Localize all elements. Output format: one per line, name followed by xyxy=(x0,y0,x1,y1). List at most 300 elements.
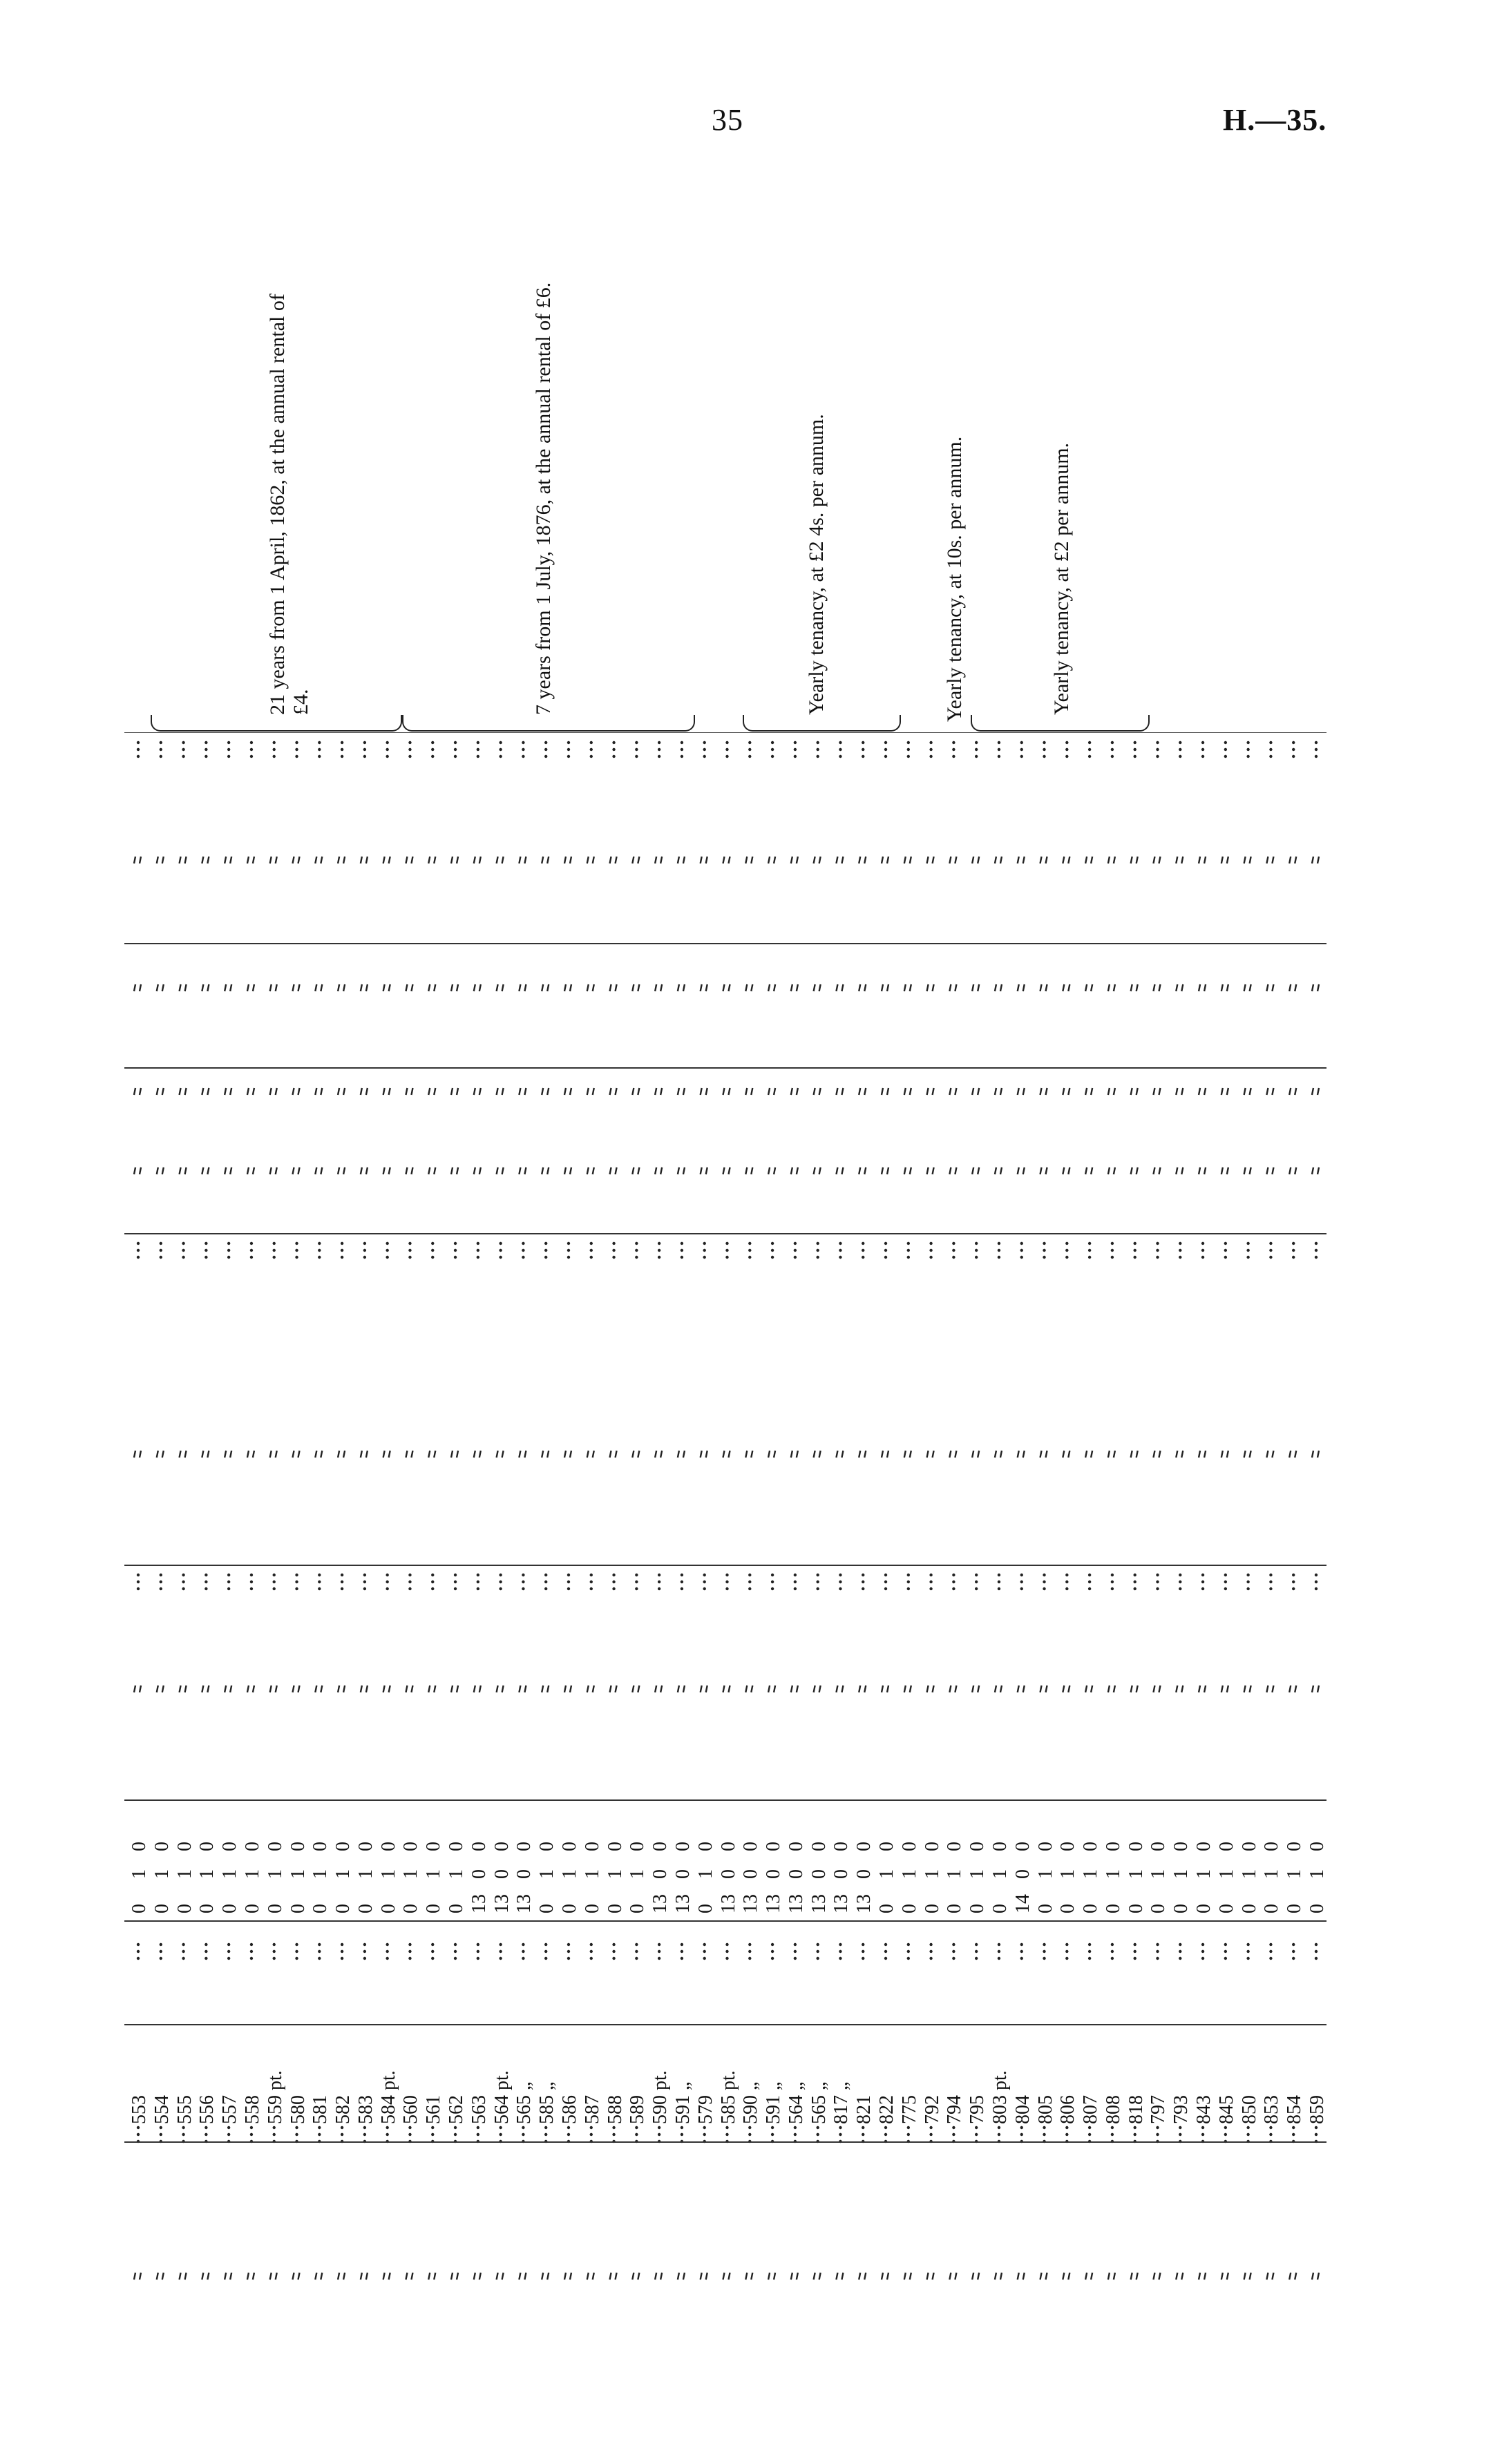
area-roods-5: 0 xyxy=(241,1842,263,1851)
leader-row-3-17 xyxy=(522,1574,524,1590)
leader-row-5-19 xyxy=(567,2126,570,2143)
ditto-row-6-2 xyxy=(180,1685,187,1692)
ditto-row-7-17 xyxy=(519,2273,526,2280)
ditto-row-7-36 xyxy=(949,2273,956,2280)
ditto-row-1-18 xyxy=(542,857,549,863)
ditto-row-5-31 xyxy=(836,1451,843,1458)
ditto-row-3-42 xyxy=(1085,1088,1092,1095)
leader-row-5-33 xyxy=(884,2126,887,2143)
area-perches-49: 0 xyxy=(1238,1904,1260,1913)
ditto-row-3-2 xyxy=(180,1088,187,1095)
leader-row-4-10 xyxy=(363,1943,366,1960)
area-acres-13: 1 xyxy=(423,1869,445,1879)
ditto-row-6-12 xyxy=(406,1685,412,1692)
ditto-row-5-39 xyxy=(1018,1451,1025,1458)
section-number-27: 590 „ xyxy=(740,2081,762,2124)
area-roods-15: 0 xyxy=(468,1842,490,1851)
ditto-row-6-1 xyxy=(157,1685,164,1692)
area-acres-1: 1 xyxy=(151,1869,173,1879)
leader-row-2-1 xyxy=(160,1242,162,1259)
ditto-row-2-0 xyxy=(134,984,141,991)
ditto-row-3-40 xyxy=(1040,1088,1047,1095)
leader-row-2-11 xyxy=(386,1242,388,1259)
leader-row-5-1 xyxy=(160,2126,162,2143)
leader-row-1-5 xyxy=(250,741,253,758)
leader-row-3-5 xyxy=(250,1574,253,1590)
leader-row-2-27 xyxy=(748,1242,751,1259)
ditto-row-5-10 xyxy=(361,1451,368,1458)
ditto-row-7-1 xyxy=(157,2273,164,2280)
ditto-row-6-37 xyxy=(972,1685,979,1692)
area-roods-17: 0 xyxy=(513,1842,535,1851)
area-roods-19: 0 xyxy=(558,1842,580,1851)
ditto-row-5-28 xyxy=(768,1451,775,1458)
leader-row-2-4 xyxy=(227,1242,230,1259)
ditto-row-3-7 xyxy=(293,1088,300,1095)
ditto-row-4-34 xyxy=(904,1167,911,1174)
area-roods-14: 0 xyxy=(446,1842,468,1851)
area-perches-14: 0 xyxy=(446,1904,468,1913)
section-number-0: 553 xyxy=(129,2095,150,2124)
leader-row-2-41 xyxy=(1065,1242,1068,1259)
leader-row-5-32 xyxy=(862,2126,864,2143)
leader-row-5-2 xyxy=(182,2126,184,2143)
ditto-row-4-22 xyxy=(632,1167,639,1174)
area-roods-3: 0 xyxy=(196,1842,218,1851)
leader-row-1-23 xyxy=(658,741,660,758)
ditto-row-1-22 xyxy=(632,857,639,863)
leader-row-1-7 xyxy=(295,741,298,758)
ditto-row-5-49 xyxy=(1244,1451,1251,1458)
ditto-row-6-7 xyxy=(293,1685,300,1692)
section-number-28: 591 „ xyxy=(763,2081,785,2124)
leader-row-2-31 xyxy=(839,1242,841,1259)
ditto-row-7-42 xyxy=(1085,2273,1092,2280)
ditto-row-3-25 xyxy=(701,1088,707,1095)
leader-row-5-24 xyxy=(681,2126,683,2143)
ditto-row-5-52 xyxy=(1312,1451,1319,1458)
section-number-32: 821 xyxy=(853,2095,875,2124)
area-acres-41: 1 xyxy=(1057,1869,1079,1879)
leader-row-5-21 xyxy=(612,2126,615,2143)
area-roods-23: 0 xyxy=(649,1842,672,1851)
ditto-row-6-43 xyxy=(1108,1685,1115,1692)
ditto-row-5-30 xyxy=(814,1451,821,1458)
ditto-row-2-27 xyxy=(745,984,752,991)
area-perches-41: 0 xyxy=(1057,1904,1079,1913)
ditto-row-1-38 xyxy=(995,857,1002,863)
area-roods-49: 0 xyxy=(1238,1842,1260,1851)
ditto-row-7-45 xyxy=(1153,2273,1160,2280)
ditto-row-1-23 xyxy=(655,857,662,863)
leader-row-2-36 xyxy=(952,1242,955,1259)
ditto-row-3-18 xyxy=(542,1088,549,1095)
ditto-row-5-38 xyxy=(995,1451,1002,1458)
area-perches-26: 13 xyxy=(717,1894,739,1913)
leader-row-1-9 xyxy=(341,741,343,758)
leader-row-1-27 xyxy=(748,741,751,758)
ditto-row-4-28 xyxy=(768,1167,775,1174)
ditto-row-2-17 xyxy=(519,984,526,991)
ditto-row-6-18 xyxy=(542,1685,549,1692)
area-roods-38: 0 xyxy=(989,1842,1011,1851)
ditto-row-3-30 xyxy=(814,1088,821,1095)
leader-row-1-31 xyxy=(839,741,841,758)
area-perches-24: 13 xyxy=(672,1894,694,1913)
leader-row-3-16 xyxy=(499,1574,502,1590)
ditto-row-4-37 xyxy=(972,1167,979,1174)
leader-row-5-6 xyxy=(273,2126,276,2143)
ditto-row-6-39 xyxy=(1018,1685,1025,1692)
ditto-row-1-21 xyxy=(610,857,617,863)
leader-row-3-47 xyxy=(1201,1574,1204,1590)
ditto-row-4-13 xyxy=(428,1167,435,1174)
leader-row-5-17 xyxy=(522,2126,524,2143)
rule-1 xyxy=(124,943,1326,944)
ditto-row-6-36 xyxy=(949,1685,956,1692)
area-perches-42: 0 xyxy=(1080,1904,1102,1913)
ditto-row-7-6 xyxy=(270,2273,277,2280)
leader-row-3-28 xyxy=(771,1574,774,1590)
area-perches-19: 0 xyxy=(558,1904,580,1913)
area-acres-48: 1 xyxy=(1215,1869,1237,1879)
section-number-44: 818 xyxy=(1125,2095,1147,2124)
leader-row-1-8 xyxy=(318,741,321,758)
leader-row-2-10 xyxy=(363,1242,366,1259)
leader-row-2-14 xyxy=(454,1242,457,1259)
leader-row-4-34 xyxy=(907,1943,910,1960)
leader-row-4-37 xyxy=(975,1943,978,1960)
area-perches-21: 0 xyxy=(604,1904,626,1913)
ditto-row-4-26 xyxy=(723,1167,730,1174)
leader-row-4-2 xyxy=(182,1943,184,1960)
rule-4 xyxy=(124,1565,1326,1566)
area-perches-22: 0 xyxy=(627,1904,649,1913)
ditto-row-5-2 xyxy=(180,1451,187,1458)
area-roods-21: 0 xyxy=(604,1842,626,1851)
ditto-row-4-27 xyxy=(745,1167,752,1174)
section-number-35: 792 xyxy=(921,2095,943,2124)
ditto-row-6-41 xyxy=(1063,1685,1069,1692)
ditto-row-2-21 xyxy=(610,984,617,991)
area-acres-30: 0 xyxy=(808,1869,830,1879)
leader-row-4-19 xyxy=(567,1943,570,1960)
ditto-row-6-45 xyxy=(1153,1685,1160,1692)
ditto-row-3-33 xyxy=(882,1088,888,1095)
ditto-row-2-7 xyxy=(293,984,300,991)
leader-row-2-39 xyxy=(1020,1242,1023,1259)
ditto-row-6-0 xyxy=(134,1685,141,1692)
tenure-note-5: Yearly tenancy, at £2 per annum. xyxy=(1050,442,1073,715)
ditto-row-4-1 xyxy=(157,1167,164,1174)
leader-row-5-40 xyxy=(1043,2126,1045,2143)
area-roods-18: 0 xyxy=(536,1842,558,1851)
area-roods-2: 0 xyxy=(173,1842,196,1851)
ditto-row-5-26 xyxy=(723,1451,730,1458)
leader-row-5-27 xyxy=(748,2126,751,2143)
ditto-row-4-19 xyxy=(564,1167,571,1174)
area-perches-37: 0 xyxy=(967,1904,989,1913)
ditto-row-7-43 xyxy=(1108,2273,1115,2280)
leader-row-4-7 xyxy=(295,1943,298,1960)
ditto-row-3-23 xyxy=(655,1088,662,1095)
leader-row-5-28 xyxy=(771,2126,774,2143)
ditto-row-4-16 xyxy=(497,1167,504,1174)
leader-row-1-41 xyxy=(1065,741,1068,758)
area-acres-36: 1 xyxy=(944,1869,966,1879)
leader-row-1-38 xyxy=(998,741,1000,758)
area-acres-31: 0 xyxy=(830,1869,853,1879)
ditto-row-4-10 xyxy=(361,1167,368,1174)
leader-row-5-26 xyxy=(725,2126,728,2143)
leader-row-5-12 xyxy=(408,2126,411,2143)
leader-row-3-49 xyxy=(1246,1574,1249,1590)
tenure-note-4: Yearly tenancy, at 10s. per annum. xyxy=(943,436,966,722)
ditto-row-7-5 xyxy=(247,2273,254,2280)
ditto-row-1-6 xyxy=(270,857,277,863)
area-roods-42: 0 xyxy=(1080,1842,1102,1851)
area-acres-16: 0 xyxy=(491,1869,513,1879)
area-roods-22: 0 xyxy=(627,1842,649,1851)
leader-row-1-47 xyxy=(1201,741,1204,758)
leader-row-2-50 xyxy=(1269,1242,1272,1259)
leader-row-4-0 xyxy=(137,1943,140,1960)
leader-row-5-22 xyxy=(635,2126,638,2143)
leader-row-3-50 xyxy=(1269,1574,1272,1590)
area-perches-25: 0 xyxy=(694,1904,716,1913)
leader-row-3-21 xyxy=(612,1574,615,1590)
ditto-row-2-5 xyxy=(247,984,254,991)
ditto-row-2-23 xyxy=(655,984,662,991)
leader-row-2-19 xyxy=(567,1242,570,1259)
ditto-row-2-28 xyxy=(768,984,775,991)
section-number-38: 803 pt. xyxy=(989,2070,1011,2124)
leader-row-1-29 xyxy=(794,741,797,758)
leader-row-1-18 xyxy=(544,741,547,758)
ditto-row-6-6 xyxy=(270,1685,277,1692)
ditto-row-3-46 xyxy=(1176,1088,1183,1095)
area-acres-27: 0 xyxy=(740,1869,762,1879)
ditto-row-2-45 xyxy=(1153,984,1160,991)
section-number-2: 555 xyxy=(173,2095,196,2124)
ditto-row-1-8 xyxy=(315,857,322,863)
area-roods-50: 0 xyxy=(1261,1842,1283,1851)
leader-row-5-44 xyxy=(1133,2126,1136,2143)
area-roods-45: 0 xyxy=(1148,1842,1170,1851)
ditto-row-7-24 xyxy=(678,2273,685,2280)
ditto-row-7-27 xyxy=(745,2273,752,2280)
section-number-24: 591 „ xyxy=(672,2081,694,2124)
ditto-row-4-8 xyxy=(315,1167,322,1174)
ditto-row-2-46 xyxy=(1176,984,1183,991)
section-number-11: 584 pt. xyxy=(377,2070,399,2124)
leader-row-3-41 xyxy=(1065,1574,1068,1590)
ditto-row-4-49 xyxy=(1244,1167,1251,1174)
section-number-10: 583 xyxy=(354,2095,377,2124)
ditto-row-2-24 xyxy=(678,984,685,991)
ditto-row-1-0 xyxy=(134,857,141,863)
ditto-row-2-13 xyxy=(428,984,435,991)
section-number-39: 804 xyxy=(1011,2095,1034,2124)
leader-row-2-0 xyxy=(137,1242,140,1259)
leader-row-3-52 xyxy=(1315,1574,1318,1590)
ditto-row-3-34 xyxy=(904,1088,911,1095)
ditto-row-4-20 xyxy=(587,1167,594,1174)
leader-row-1-35 xyxy=(929,741,932,758)
area-roods-35: 0 xyxy=(921,1842,943,1851)
ditto-row-6-47 xyxy=(1199,1685,1206,1692)
leader-row-5-18 xyxy=(544,2126,547,2143)
ditto-row-6-16 xyxy=(497,1685,504,1692)
leader-row-4-27 xyxy=(748,1943,751,1960)
leader-row-4-11 xyxy=(386,1943,388,1960)
ditto-row-5-9 xyxy=(338,1451,345,1458)
area-acres-40: 1 xyxy=(1034,1869,1056,1879)
rule-5 xyxy=(124,1799,1326,1801)
ditto-row-5-40 xyxy=(1040,1451,1047,1458)
area-roods-0: 0 xyxy=(129,1842,150,1851)
leader-row-1-20 xyxy=(590,741,593,758)
area-roods-29: 0 xyxy=(785,1842,807,1851)
ditto-row-5-1 xyxy=(157,1451,164,1458)
ditto-row-2-29 xyxy=(791,984,798,991)
ditto-row-4-50 xyxy=(1266,1167,1273,1174)
leader-row-3-24 xyxy=(681,1574,683,1590)
leader-row-5-29 xyxy=(794,2126,797,2143)
ditto-row-2-50 xyxy=(1266,984,1273,991)
ditto-row-5-50 xyxy=(1266,1451,1273,1458)
ditto-row-3-16 xyxy=(497,1088,504,1095)
leader-row-2-52 xyxy=(1315,1242,1318,1259)
ditto-row-6-5 xyxy=(247,1685,254,1692)
section-number-16: 564 pt. xyxy=(491,2070,513,2124)
leader-row-3-9 xyxy=(341,1574,343,1590)
area-acres-15: 0 xyxy=(468,1869,490,1879)
leader-row-4-47 xyxy=(1201,1943,1204,1960)
area-perches-46: 0 xyxy=(1170,1904,1192,1913)
leader-row-3-2 xyxy=(182,1574,184,1590)
ditto-row-7-30 xyxy=(814,2273,821,2280)
leader-row-4-49 xyxy=(1246,1943,1249,1960)
leader-row-3-44 xyxy=(1133,1574,1136,1590)
ditto-row-4-21 xyxy=(610,1167,617,1174)
leader-row-2-32 xyxy=(862,1242,864,1259)
ditto-row-1-19 xyxy=(564,857,571,863)
leader-row-3-42 xyxy=(1088,1574,1091,1590)
area-roods-48: 0 xyxy=(1215,1842,1237,1851)
ditto-row-3-15 xyxy=(474,1088,481,1095)
leader-row-2-15 xyxy=(477,1242,479,1259)
ditto-row-5-25 xyxy=(701,1451,707,1458)
leader-row-4-46 xyxy=(1179,1943,1181,1960)
leader-row-3-32 xyxy=(862,1574,864,1590)
leader-row-5-39 xyxy=(1020,2126,1023,2143)
ditto-row-3-17 xyxy=(519,1088,526,1095)
leader-row-4-12 xyxy=(408,1943,411,1960)
ditto-row-6-25 xyxy=(701,1685,707,1692)
ditto-row-5-35 xyxy=(927,1451,934,1458)
leader-row-4-13 xyxy=(431,1943,434,1960)
leader-row-3-38 xyxy=(998,1574,1000,1590)
ditto-row-5-4 xyxy=(225,1451,231,1458)
leader-row-2-21 xyxy=(612,1242,615,1259)
ditto-row-2-41 xyxy=(1063,984,1069,991)
ditto-row-5-17 xyxy=(519,1451,526,1458)
section-number-26: 585 pt. xyxy=(717,2070,739,2124)
ditto-row-4-38 xyxy=(995,1167,1002,1174)
ditto-row-6-10 xyxy=(361,1685,368,1692)
ditto-row-1-41 xyxy=(1063,857,1069,863)
leader-row-2-33 xyxy=(884,1242,887,1259)
leader-row-2-20 xyxy=(590,1242,593,1259)
leader-row-5-5 xyxy=(250,2126,253,2143)
leader-row-4-52 xyxy=(1315,1943,1318,1960)
leader-row-5-52 xyxy=(1315,2126,1318,2143)
section-number-8: 581 xyxy=(310,2095,332,2124)
area-roods-24: 0 xyxy=(672,1842,694,1851)
ditto-row-6-50 xyxy=(1266,1685,1273,1692)
document-reference: H.—35. xyxy=(1223,103,1327,137)
ditto-row-5-18 xyxy=(542,1451,549,1458)
leader-row-2-29 xyxy=(794,1242,797,1259)
ditto-row-5-51 xyxy=(1289,1451,1296,1458)
section-number-41: 806 xyxy=(1057,2095,1079,2124)
ditto-row-2-47 xyxy=(1199,984,1206,991)
leader-row-1-52 xyxy=(1315,741,1318,758)
ditto-row-5-21 xyxy=(610,1451,617,1458)
ditto-row-1-14 xyxy=(451,857,458,863)
ditto-row-3-1 xyxy=(157,1088,164,1095)
ditto-row-2-40 xyxy=(1040,984,1047,991)
leader-row-3-11 xyxy=(386,1574,388,1590)
leader-row-4-29 xyxy=(794,1943,797,1960)
ditto-row-3-5 xyxy=(247,1088,254,1095)
ditto-row-5-46 xyxy=(1176,1451,1183,1458)
leader-row-3-39 xyxy=(1020,1574,1023,1590)
area-acres-19: 1 xyxy=(558,1869,580,1879)
ditto-row-7-13 xyxy=(428,2273,435,2280)
area-acres-42: 1 xyxy=(1080,1869,1102,1879)
ditto-row-2-51 xyxy=(1289,984,1296,991)
area-roods-40: 0 xyxy=(1034,1842,1056,1851)
area-acres-39: 0 xyxy=(1011,1869,1034,1879)
ditto-row-4-0 xyxy=(134,1167,141,1174)
ditto-row-2-31 xyxy=(836,984,843,991)
ditto-row-3-45 xyxy=(1153,1088,1160,1095)
ditto-row-7-4 xyxy=(225,2273,231,2280)
area-acres-47: 1 xyxy=(1193,1869,1215,1879)
section-number-50: 853 xyxy=(1261,2095,1283,2124)
ditto-row-6-4 xyxy=(225,1685,231,1692)
leader-row-1-22 xyxy=(635,741,638,758)
ditto-row-1-40 xyxy=(1040,857,1047,863)
area-acres-4: 1 xyxy=(219,1869,241,1879)
ditto-row-7-0 xyxy=(134,2273,141,2280)
ditto-row-7-40 xyxy=(1040,2273,1047,2280)
ditto-row-6-33 xyxy=(882,1685,888,1692)
leader-row-4-30 xyxy=(816,1943,819,1960)
leader-row-5-38 xyxy=(998,2126,1000,2143)
leader-row-1-4 xyxy=(227,741,230,758)
section-number-29: 564 „ xyxy=(785,2081,807,2124)
ditto-row-7-9 xyxy=(338,2273,345,2280)
leader-row-1-37 xyxy=(975,741,978,758)
ditto-row-3-38 xyxy=(995,1088,1002,1095)
area-acres-51: 1 xyxy=(1284,1869,1306,1879)
leader-row-2-43 xyxy=(1111,1242,1114,1259)
area-perches-9: 0 xyxy=(332,1904,354,1913)
ditto-row-5-36 xyxy=(949,1451,956,1458)
